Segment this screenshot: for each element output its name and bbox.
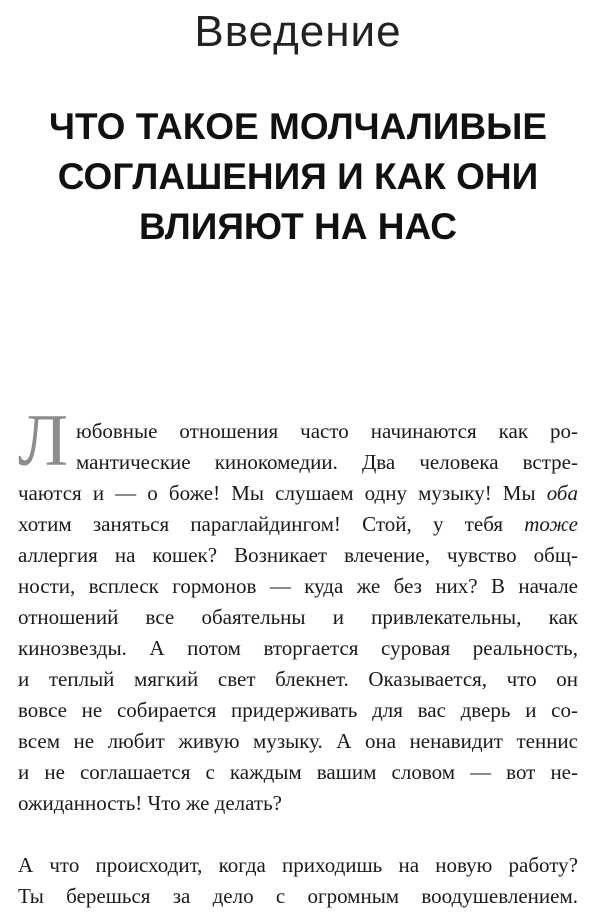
text-run: хотим заняться параглайдингом! Стой, у тебя (18, 512, 525, 536)
text-line: мантические кинокомедии. Два человека встре- (76, 450, 578, 474)
italic-text: тоже (524, 512, 578, 536)
paragraph-1 (18, 416, 578, 819)
chapter-title-line: ЧТО ТАКОЕ МОЛЧАЛИВЫЕ (48, 106, 548, 147)
chapter-title-line: СОГЛАШЕНИЯ И КАК ОНИ (57, 156, 539, 197)
text-line: кинозвезды. А потом вторгается суровая реальность, (18, 636, 578, 660)
italic-text: оба (546, 481, 578, 505)
text-line: ности, всплеск гормонов — куда же без них? В начале (18, 574, 578, 598)
drop-cap: Л (18, 400, 69, 482)
text-line: юбовные отношения часто начинаются как ро- (76, 419, 578, 443)
text-line: Ты берешься за дело с огромным воодушевлением. (18, 884, 578, 908)
chapter-title (0, 102, 596, 252)
text-line: и не соглашается с каждым вашим словом — вот не- (18, 760, 578, 784)
text-line: всем не любит живую музыку. А она ненавидит теннис (18, 729, 578, 753)
text-line: ожиданность! Что же делать? (18, 791, 282, 815)
text-line: аллергия на кошек? Возникает влечение, чувство общ- (18, 543, 578, 567)
text-line: А что происходит, когда приходишь на новую работу? (18, 853, 578, 877)
text-line (18, 478, 578, 509)
text-run: чаются и — о боже! Мы слушаем одну музыку! Мы (18, 481, 547, 505)
chapter-title-line: ВЛИЯЮТ НА НАС (138, 206, 458, 247)
text-line: и теплый мягкий свет блекнет. Оказывается, что он (18, 667, 578, 691)
section-label: Введение (194, 7, 402, 56)
text-line: отношений все обаятельны и привлекательны, как (18, 605, 578, 629)
text-line (18, 509, 578, 540)
text-line: вовсе не собирается придерживать для вас дверь и со- (18, 698, 578, 722)
paragraph-2 (18, 850, 578, 912)
